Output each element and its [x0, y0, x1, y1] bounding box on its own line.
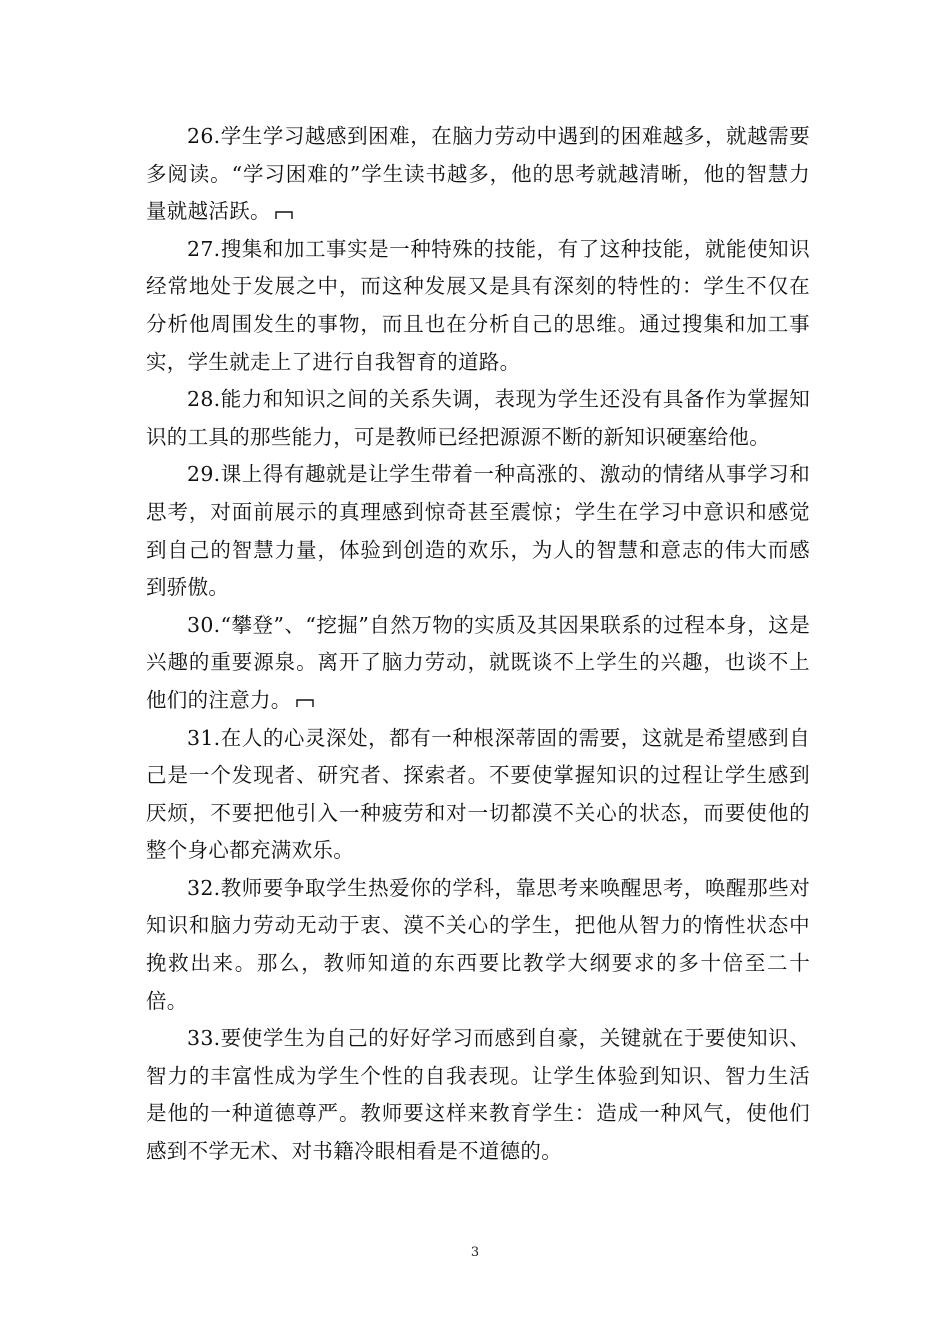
- corner-mark-icon: [296, 698, 314, 708]
- paragraph-28: [146, 381, 810, 456]
- paragraph-text: 33.要使学生为自己的好好学习而感到自豪，关键就在于要使知识、智力的丰富性成为学生个性的自我表现。让学生体验到知识、智力生活是他的一种道德尊严。教师要这样来教育学生：造成一种风气，使他们感到不学无术、对书籍冷眼相看是不道德的。: [146, 1026, 810, 1164]
- paragraph-text: 28.能力和知识之间的关系失调，表现为学生还没有具备作为掌握知识的工具的那些能力，可是教师已经把源源不断的新知识硬塞给他。: [146, 387, 810, 449]
- paragraph-31: [146, 720, 810, 870]
- paragraph-33: [146, 1020, 810, 1170]
- paragraph-32: [146, 870, 810, 1020]
- paragraph-27: [146, 231, 810, 381]
- corner-mark-icon: [275, 210, 293, 220]
- paragraph-text: 30.“攀登”、“挖掘”自然万物的实质及其因果联系的过程本身，这是兴趣的重要源泉。离开了脑力劳动，就既谈不上学生的兴趣，也谈不上他们的注意力。: [146, 612, 810, 712]
- paragraph-29: [146, 456, 810, 606]
- document-body: [146, 118, 810, 1171]
- paragraph-text: 31.在人的心灵深处，都有一种根深蒂固的需要，这就是希望感到自己是一个发现者、研究者、探索者。不要使掌握知识的过程让学生感到厌烦，不要把他引入一种疲劳和对一切都漠不关心的状态，而要使他的整个身心都充满欢乐。: [146, 725, 810, 863]
- paragraph-30: [146, 607, 810, 720]
- paragraph-26: [146, 118, 810, 231]
- paragraph-text: 32.教师要争取学生热爱你的学科，靠思考来唤醒思考，唤醒那些对知识和脑力劳动无动于衷、漠不关心的学生，把他从智力的惰性状态中挽救出来。那么，教师知道的东西要比教学大纲要求的多十倍至二十倍。: [146, 875, 810, 1013]
- paragraph-text: 27.搜集和加工事实是一种特殊的技能，有了这种技能，就能使知识经常地处于发展之中，而这种发展又是具有深刻的特性的：学生不仅在分析他周围发生的事物，而且也在分析自己的思维。通过搜集和加工事实，学生就走上了进行自我智育的道路。: [146, 236, 810, 374]
- paragraph-text: 29.课上得有趣就是让学生带着一种高涨的、激动的情绪从事学习和思考，对面前展示的真理感到惊奇甚至震惊；学生在学习中意识和感觉到自己的智慧力量，体验到创造的欢乐，为人的智慧和意志的伟大而感到骄傲。: [146, 462, 810, 600]
- page-number: 3: [470, 1245, 480, 1260]
- paragraph-text: 26.学生学习越感到困难，在脑力劳动中遇到的困难越多，就越需要多阅读。“学习困难的”学生读书越多，他的思考就越清晰，他的智慧力量就越活跃。: [146, 124, 810, 224]
